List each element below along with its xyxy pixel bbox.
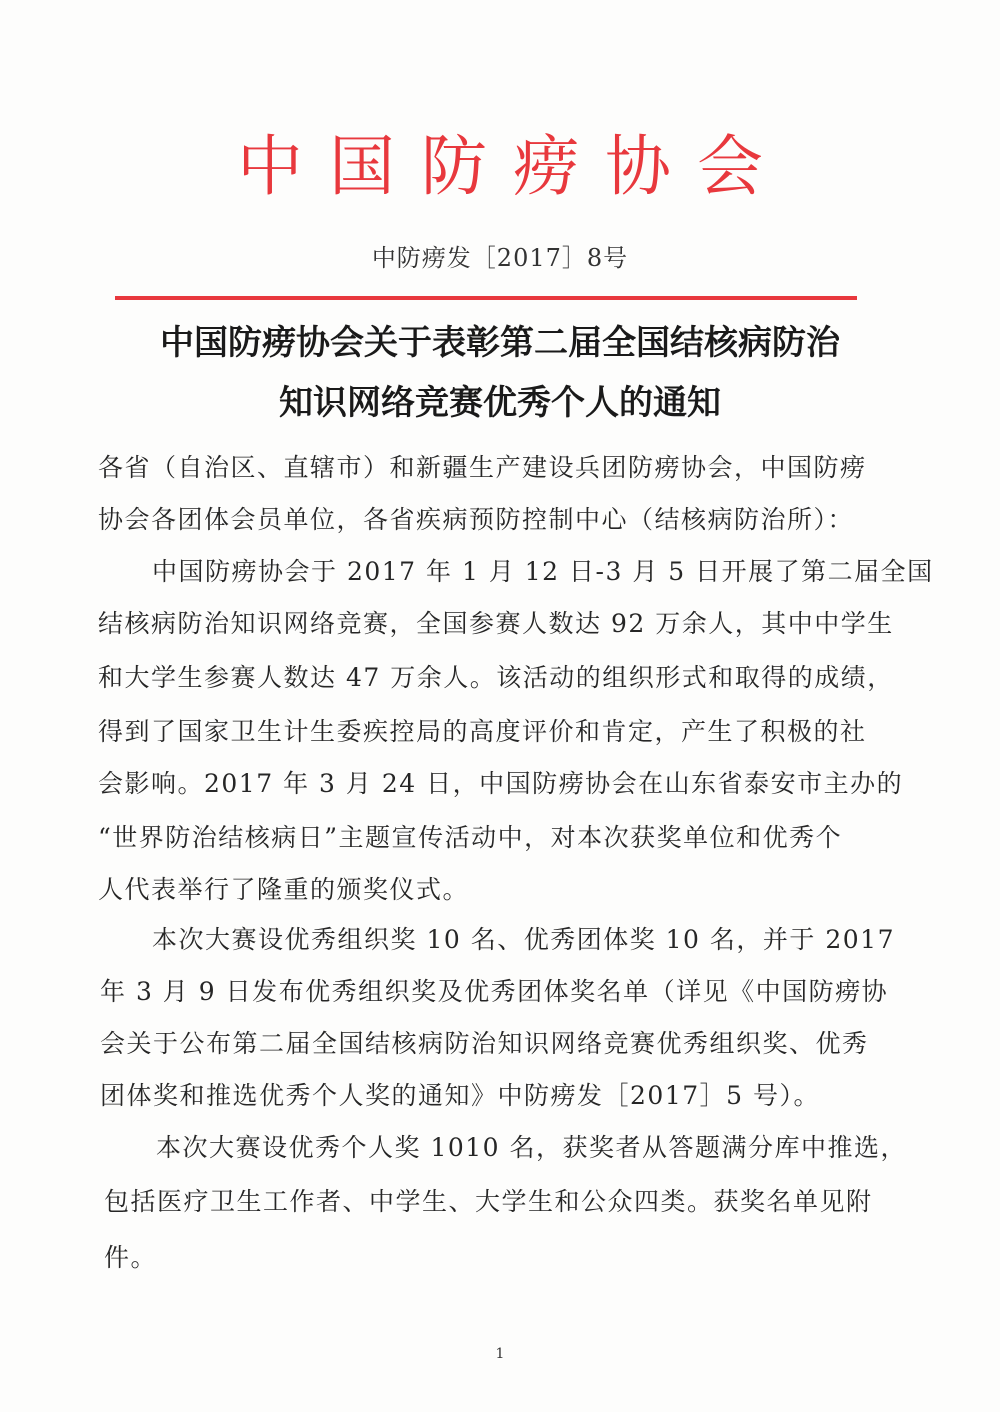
document-number: 中防痨发［2017］8号 bbox=[371, 244, 629, 272]
body-line: 团体奖和推选优秀个人奖的通知》中防痨发［2017］5 号）。 bbox=[100, 1081, 820, 1110]
notice-title-line-2: 知识网络竞赛优秀个人的通知 bbox=[279, 383, 721, 423]
body-line: 结核病防治知识网络竞赛，全国参赛人数达 92 万余人，其中中学生 bbox=[98, 609, 894, 638]
body-line: 人代表举行了隆重的颁奖仪式。 bbox=[98, 875, 470, 904]
body-line: 会关于公布第二届全国结核病防治知识网络竞赛优秀组织奖、优秀 bbox=[100, 1029, 869, 1058]
body-line: 协会各团体会员单位，各省疾病预防控制中心（结核病防治所）： bbox=[98, 505, 855, 534]
body-line: 年 3 月 9 日发布优秀组织奖及优秀团体奖名单（详见《中国防痨协 bbox=[100, 977, 889, 1006]
page-number: 1 bbox=[495, 1346, 505, 1362]
body-line: 本次大赛设优秀组织奖 10 名、优秀团体奖 10 名，并于 2017 bbox=[152, 925, 895, 954]
body-line: 和大学生参赛人数达 47 万余人。该活动的组织形式和取得的成绩， bbox=[98, 663, 894, 692]
body-line: 包括医疗卫生工作者、中学生、大学生和公众四类。获奖名单见附 bbox=[104, 1187, 873, 1216]
organization-letterhead: 中国防痨协会 bbox=[237, 128, 789, 205]
body-line: 本次大赛设优秀个人奖 1010 名，获奖者从答题满分库中推选， bbox=[156, 1133, 908, 1162]
letterhead-divider bbox=[115, 296, 857, 300]
body-line: “世界防治结核病日”主题宣传活动中，对本次获奖单位和优秀个 bbox=[98, 823, 843, 852]
body-line: 各省（自治区、直辖市）和新疆生产建设兵团防痨协会，中国防痨 bbox=[98, 453, 867, 482]
body-line: 得到了国家卫生计生委疾控局的高度评价和肯定，产生了积极的社 bbox=[98, 717, 867, 746]
body-line: 件。 bbox=[104, 1243, 158, 1272]
notice-title-line-1: 中国防痨协会关于表彰第二届全国结核病防治 bbox=[160, 323, 840, 363]
body-line: 会影响。2017 年 3 月 24 日，中国防痨协会在山东省泰安市主办的 bbox=[98, 769, 904, 798]
body-line: 中国防痨协会于 2017 年 1 月 12 日-3 月 5 日开展了第二届全国 bbox=[152, 557, 934, 586]
